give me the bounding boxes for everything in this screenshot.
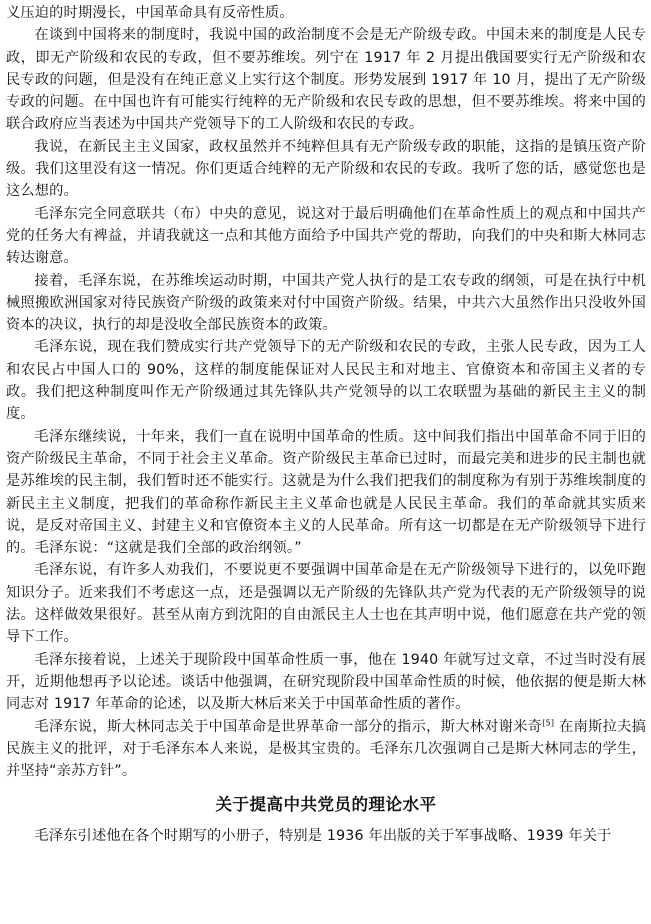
document-page (6, 2, 646, 848)
paragraph-stalin-instructions (6, 716, 646, 783)
paragraph-pamphlets: 毛泽东引述他在各个时期写的小册子，特别是 1936 年出版的关于军事战略、1939 年关于 (34, 828, 612, 845)
paragraph-text-after-footnote: 在南斯拉夫搞民族主义的批评，对于毛泽东本人来说，是极其宝贵的。毛泽东几次强调自己是斯大林同志的学生，并坚持“亲苏方针”。 (6, 718, 646, 780)
paragraph-future-system: 在谈到中国将来的制度时，我说中国的政治制度不会是无产阶级专政。中国未来的制度是人民专政，即无产阶级和农民的专政，但不要苏维埃。列宁在 1917 年 2 月提出俄国要实行无产阶级和农民专政的问题，但是没有在纯正意义上实行这个制度。形势发展到 1917 年 10 月，提出了无产阶级专政的问题。在中国也许有可能实行纯粹的无产阶级和农民专政的思想，但不要苏维埃。将来中国的联合政府应当表述为中国共产党领导下的工人阶级和农民的专政。 (6, 27, 646, 133)
paragraph-1940-article: 毛泽东接着说，上述关于现阶段中国革命性质一事，他在 1940 年就写过文章，不过当时没有展开，近期他想再予以论述。谈话中他强调，在研究现阶段中国革命性质的时候，他依据的便是斯大林同志对 1917 年革命的论述，以及斯大林后来关于中国革命性质的著作。 (6, 651, 646, 713)
paragraph-soviet-period: 接着，毛泽东说，在苏维埃运动时期，中国共产党人执行的是工农专政的纲领，可是在执行中机械照搬欧洲国家对待民族资产阶级的政策来对付中国资产阶级。结果，中共六大虽然作出只没收外国资本的决议，执行的却是没收全部民族资本的政策。 (6, 272, 646, 334)
paragraph-proletarian-leadership: 毛泽东说，有许多人劝我们，不要说更不要强调中国革命是在无产阶级领导下进行的，以免吓跑知识分子。近来我们不考虑这一点，还是强调以无产阶级的先锋队共产党为代表的无产阶级领导的说法。这样做效果很好。甚至从南方到沈阳的自由派民主人士也在其声明中说，他们愿意在共产党的领导下工作。 (6, 562, 646, 646)
footnote-reference[interactable]: [5] (542, 717, 555, 727)
paragraph-new-democracy-state: 我说，在新民主主义国家，政权虽然并不纯粹但具有无产阶级专政的职能，这指的是镇压资产阶级。我们这里没有这一情况。你们更适合纯粹的无产阶级和农民的专政。我听了您的话，感觉您也是这么想的。 (6, 138, 646, 200)
paragraph-revolution-nature: 毛泽东继续说，十年来，我们一直在说明中国革命的性质。这中间我们指出中国革命不同于旧的资产阶级民主革命，不同于社会主义革命。资产阶级民主革命已过时，而最完美和进步的民主制也就是苏维埃的民主制，我们暂时还不能实行。这就是为什么我们把我们的制度称为有别于苏维埃制度的新民主主义制度，把我们的革命称作新民主主义革命也就是人民民主革命。我们的革命就其实质来说，是反对帝国主义、封建主义和官僚资本主义的人民革命。所有这一切都是在无产阶级领导下进行的。毛泽东说：“这就是我们全部的政治纲领。” (6, 428, 646, 557)
paragraph-text-before-footnote: 毛泽东说，斯大林同志关于中国革命是世界革命一部分的指示，斯大林对谢米奇 (34, 718, 543, 735)
paragraph-people-dictatorship: 毛泽东说，现在我们赞成实行共产党领导下的无产阶级和农民的专政，主张人民专政，因为工人和农民占中国人口的 90%，这样的制度能保证对人民民主和对地主、官僚资本和帝国主义者的专政。我们把这种制度叫作无产阶级通过其先锋队共产党领导的以工农联盟为基础的新民主主义的制度。 (6, 339, 646, 423)
paragraph-agreement: 毛泽东完全同意联共（布）中央的意见，说这对于最后明确他们在革命性质上的观点和中国共产党的任务大有裨益，并请我就这一点和其他方面给予中国共产党的帮助，向我们的中央和斯大林同志转达谢意。 (6, 205, 646, 267)
section-heading: 关于提高中共党员的理论水平 (215, 795, 437, 815)
paragraph-continuation: 义压迫的时期漫长，中国革命具有反帝性质。 (6, 5, 294, 21)
